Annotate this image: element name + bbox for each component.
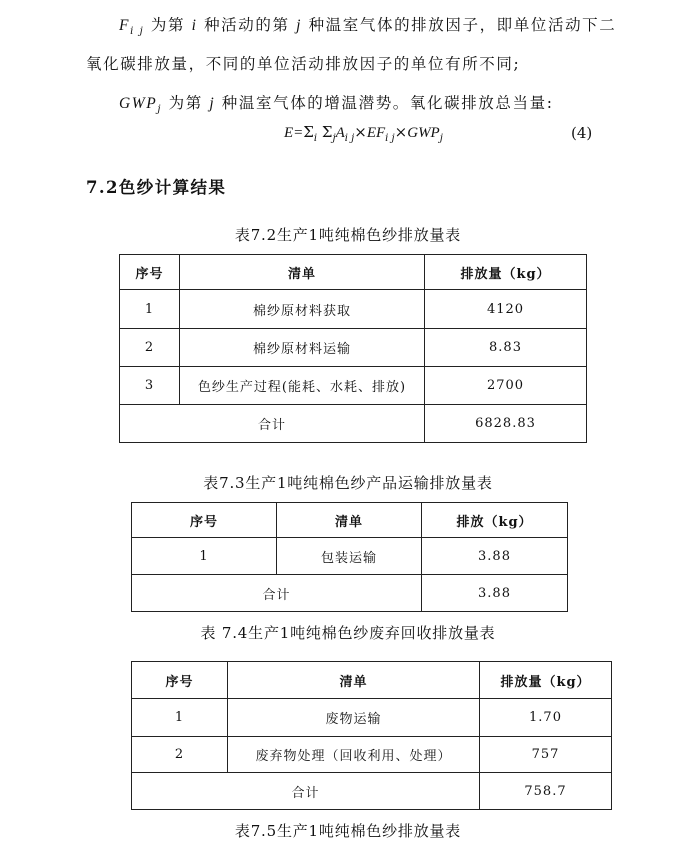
eq-sub-ij: i j (344, 133, 355, 144)
cell-value: 757 (480, 737, 612, 773)
table-row (120, 367, 587, 405)
variable-j: j (209, 95, 216, 112)
table-7-2 (119, 254, 587, 443)
table-7-4-caption: 表 7.4生产1吨纯棉色纱废弃回收排放量表 (200, 624, 496, 642)
equation (284, 123, 443, 144)
text: 为第 (168, 94, 203, 112)
intro-line-2: 氧化碳排放量，不同的单位活动排放因子的单位有所不同; (86, 55, 521, 73)
cell-value: 8.83 (425, 329, 587, 367)
header-item: 清单 (180, 255, 425, 290)
cell-value: 4120 (425, 290, 587, 329)
table-7-3 (131, 502, 568, 612)
eq-sub-ij: i j (385, 133, 395, 144)
eq-ef: EF (366, 125, 386, 141)
cell-index: 1 (132, 699, 228, 737)
table-row (132, 538, 568, 575)
cell-item: 棉纱原材料运输 (180, 329, 425, 367)
table-7-4 (131, 661, 612, 810)
cell-item: 棉纱原材料获取 (180, 290, 425, 329)
header-index: 序号 (132, 662, 228, 699)
cell-index: 2 (132, 737, 228, 773)
text: 种温室气体的排放因子，即单位活动下二 (308, 16, 617, 34)
intro-line-1 (119, 13, 616, 37)
table-row (132, 737, 612, 773)
cell-item: 包装运输 (277, 538, 422, 575)
cell-item: 废物运输 (228, 699, 480, 737)
equation-number: (4) (571, 124, 593, 142)
table-header-row (132, 662, 612, 699)
text: 为第 (150, 16, 186, 34)
cell-index: 3 (120, 367, 180, 405)
header-index: 序号 (132, 503, 277, 538)
cell-value: 2700 (425, 367, 587, 405)
variable-f: F (119, 17, 131, 34)
header-emission: 排放量（kg） (425, 255, 587, 290)
total-label: 合计 (132, 773, 480, 810)
total-label: 合计 (132, 575, 422, 612)
table-header-row (132, 503, 568, 538)
cell-item: 废弃物处理（回收利用、处理） (228, 737, 480, 773)
table-7-3-caption: 表7.3生产1吨纯棉色纱产品运输排放量表 (203, 474, 493, 492)
table-7-5-caption: 表7.5生产1吨纯棉色纱排放量表 (234, 822, 462, 840)
total-value: 3.88 (422, 575, 568, 612)
intro-line-3 (119, 91, 554, 115)
times-symbol: × (354, 123, 367, 141)
table-7-2-caption: 表7.2生产1吨纯棉色纱排放量表 (234, 226, 462, 244)
sum-symbol: Σ (321, 123, 333, 141)
times-symbol: × (394, 123, 408, 141)
cell-value: 3.88 (422, 538, 568, 575)
eq-a: A (335, 125, 345, 141)
total-value: 758.7 (480, 773, 612, 810)
eq-sub-j: j (332, 133, 336, 144)
eq-gwp: GWP (407, 125, 440, 141)
cell-value: 1.70 (480, 699, 612, 737)
header-emission: 排放量（kg） (480, 662, 612, 699)
header-emission: 排放（kg） (422, 503, 568, 538)
text: 种温室气体的增温潜势。氧化碳排放总当量: (221, 94, 554, 112)
text: 种活动的第 (204, 16, 290, 34)
header-item: 清单 (277, 503, 422, 538)
table-row (120, 290, 587, 329)
header-index: 序号 (120, 255, 180, 290)
table-row (120, 329, 587, 367)
table-header-row (120, 255, 587, 290)
variable-j: j (296, 17, 303, 34)
variable-gwp: GWP (119, 95, 158, 112)
eq-sub-j: j (439, 133, 443, 144)
table-row (132, 699, 612, 737)
total-value: 6828.83 (425, 405, 587, 443)
cell-index: 1 (132, 538, 277, 575)
eq-lhs: E= (284, 125, 304, 141)
subscript-j: j (157, 104, 163, 115)
table-total-row (132, 773, 612, 810)
table-total-row (120, 405, 587, 443)
variable-i: i (191, 17, 198, 34)
cell-item: 色纱生产过程(能耗、水耗、排放) (180, 367, 425, 405)
table-total-row (132, 575, 568, 612)
total-label: 合计 (120, 405, 425, 443)
cell-index: 1 (120, 290, 180, 329)
subscript-ij: i j (130, 26, 145, 37)
sum-symbol: Σ (303, 123, 314, 141)
section-heading: 7.2色纱计算结果 (86, 178, 227, 197)
header-item: 清单 (228, 662, 480, 699)
eq-sub-i: i (313, 133, 318, 144)
cell-index: 2 (120, 329, 180, 367)
